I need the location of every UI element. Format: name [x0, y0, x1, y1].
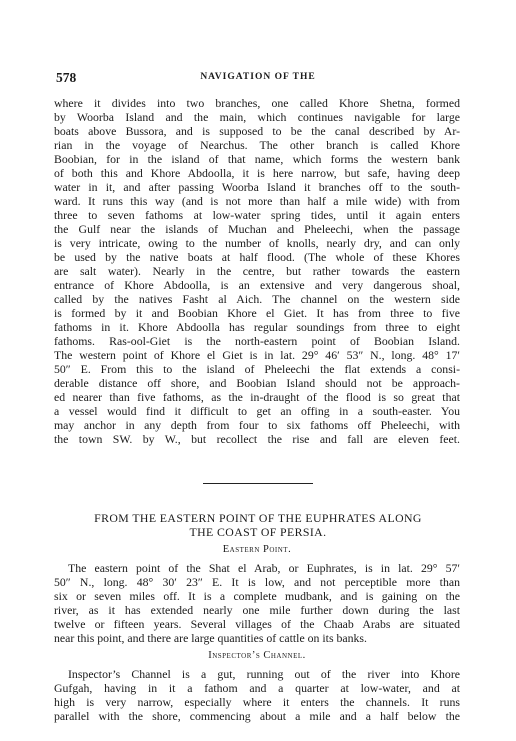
- text-line: parallel with the shore, commencing about a mile and a half below the: [54, 709, 460, 723]
- text-line: of both this and Khore Abdoolla, it is here narrow, but safe, having deep: [54, 166, 460, 180]
- text-line: called by the natives Fasht al Aich. The channel on the western side: [54, 292, 460, 306]
- text-line: ed nearer than five fathoms, as the in-draught of the flood is so great that: [54, 390, 460, 404]
- subheading: Eastern Point.: [222, 544, 292, 555]
- text-line: The eastern point of the Shat el Arab, or Euphrates, is in lat. 29° 57′: [68, 561, 460, 575]
- text-line: three to seven fathoms at low-water spring tides, until it again enters: [54, 208, 460, 222]
- text-line: the town SW. by W., but recollect the rise and fall are eleven feet.: [54, 432, 460, 446]
- text-line: Inspector’s Channel is a gut, running out of the river into Khore: [68, 667, 460, 681]
- text-line: entrance of Khore Abdoolla, is an extensive and very dangerous shoal,: [54, 278, 460, 292]
- section-title: THE COAST OF PERSIA.: [189, 525, 327, 539]
- text-line: is very intricate, owing to the number of knolls, nearly dry, and can only: [54, 236, 460, 250]
- page-number: 578: [56, 70, 77, 85]
- text-line: the Gulf near the islands of Muchan and Pheleechi, when the passage: [54, 222, 460, 236]
- text-line: are salt water). Nearly in the centre, but rather towards the eastern: [54, 264, 460, 278]
- page-header: [52, 70, 464, 86]
- subheading: Inspector’s Channel.: [208, 650, 306, 661]
- text-line: 50″ N., long. 48° 30′ 23″ E. It is low, and not perceptible more than: [54, 575, 460, 589]
- text-line: The western point of Khore el Giet is in lat. 29° 46′ 53″ N., long. 48° 17′: [54, 348, 460, 362]
- text-line: water in it, and after passing Woorba Island it branches off to the south-: [54, 180, 460, 194]
- text-line: derable distance off shore, and Boobian Island should not be approach-: [54, 376, 460, 390]
- text-line: where it divides into two branches, one called Khore Shetna, formed: [54, 96, 460, 110]
- text-line: ward. It runs this way (and is not more than half a mile wide) with from: [54, 194, 460, 208]
- section-title: FROM THE EASTERN POINT OF THE EUPHRATES ALONG: [94, 511, 422, 525]
- running-title: NAVIGATION OF THE: [200, 72, 316, 82]
- text-line: a vessel would find it difficult to get an offing in a south-easter. You: [54, 404, 460, 418]
- text-line: near this point, and there are large quantities of cattle on its banks.: [54, 631, 367, 645]
- text-line: boats above Bussora, and is supposed to be the canal described by Ar-: [54, 124, 460, 138]
- text-line: may anchor in any depth from four to six fathoms off Pheleechi, with: [54, 418, 460, 432]
- text-line: rian in the voyage of Nearchus. The other branch is called Khore: [54, 138, 460, 152]
- text-line: Boobian, for in the island of that name, which forms the western bank: [54, 152, 460, 166]
- text-line: fathoms. Ras-ool-Giet is the north-eastern point of Boobian Island.: [54, 334, 460, 348]
- section-divider: [203, 483, 313, 484]
- text-line: six or seven miles off. It is a complete mudbank, and is gaining on the: [54, 589, 460, 603]
- text-line: fathoms in it. Khore Abdoolla has regular soundings from three to eight: [54, 320, 460, 334]
- text-line: 50″ E. From this to the island of Pheleechi the flat extends a consi-: [54, 362, 460, 376]
- text-line: high is very narrow, especially where it enters the channels. It runs: [54, 695, 460, 709]
- text-line: by Woorba Island and the main, which continues navigable for large: [54, 110, 460, 124]
- text-line: is formed by it and Boobian Khore el Giet. It has from three to five: [54, 306, 460, 320]
- text-line: river, as it has extended nearly one mile further down during the last: [54, 603, 460, 617]
- text-line: be used by the native boats at half flood. (The whole of these Khores: [54, 250, 460, 264]
- text-line: twelve or fifteen years. Several villages of the Chaab Arabs are situated: [54, 617, 460, 631]
- text-line: Gufgah, having in it a fathom and a quarter at low-water, and at: [54, 681, 460, 695]
